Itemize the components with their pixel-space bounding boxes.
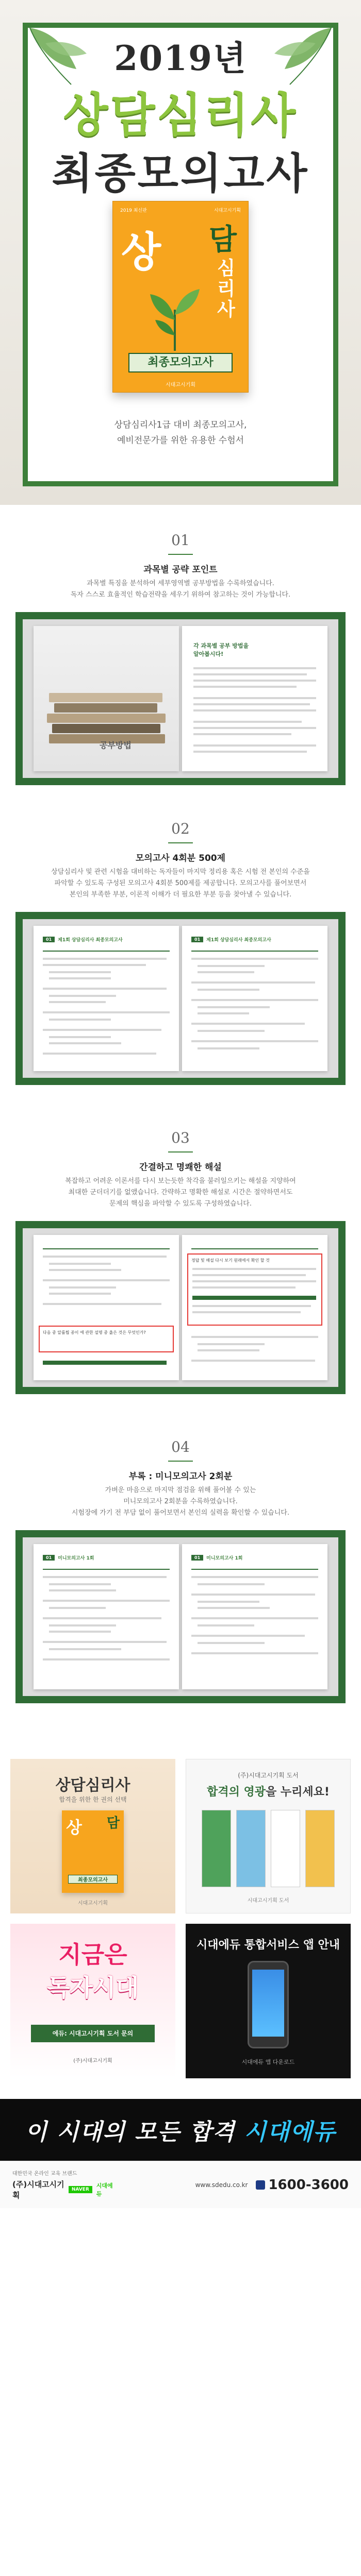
promo-ad-book[interactable] (10, 1759, 175, 1913)
hero-description: 상담심리사1급 대비 최종모의고사, 예비전문가를 위한 유용한 수험서 (114, 420, 247, 446)
right-page (182, 626, 327, 771)
feature-title: 모의고사 4회분 500제 (135, 853, 226, 863)
page-spread (15, 912, 346, 1085)
left-page: 01 미니모의고사 1회 (34, 1544, 179, 1689)
feature-number: 01 (171, 532, 190, 549)
cover-footer: 시대고시기획 (166, 382, 195, 388)
left-page (34, 1235, 179, 1380)
promo-title: 상담심리사 (55, 1776, 130, 1794)
company-name: (주)시대고시기획 (12, 2180, 64, 2200)
footer-slogan: 대한민국 온라인 교육 브랜드 (12, 2171, 77, 2177)
naver-badge[interactable]: NAVER (69, 2186, 92, 2193)
feature-title: 간결하고 명쾌한 해설 (139, 1162, 222, 1173)
book-lineup (202, 1810, 335, 1887)
feature-section-04 (0, 1412, 361, 1723)
divider (168, 1461, 193, 1462)
promo-ads-section (0, 1723, 361, 2078)
highlight-text: 정답 및 해설 다시 보기 원래에서 확인 할 것 (191, 1258, 270, 1263)
feature-description: 복잡하고 어려운 이론서를 다시 보는듯한 착각을 불러일으키는 해설을 지양하여 최대한 군더더기를 없앴습니다. 간략하고 명확한 해설로 시간은 절약하면서도 문제의 핵심을 파악할 수 있도록 구성하였습니다. (65, 1177, 296, 1208)
hero-main-title: 상담심리사 (63, 88, 298, 142)
smartphone-icon (248, 1961, 289, 2048)
promo-title: 시대에듀 통합서비스 앱 안내 (196, 1939, 340, 1952)
divider (168, 1151, 193, 1153)
feature-title: 부록 : 미니모의고사 2회분 (128, 1471, 233, 1482)
promo-line2: 독자시대 (47, 1974, 139, 2002)
cover-char-2: 담 (208, 223, 237, 257)
promo-band: 에듀: 시대고시기획 도서 문의 (31, 2025, 155, 2042)
hero-year-title: 2019년 (114, 38, 247, 78)
cover-side-text: 심리사 (214, 258, 235, 320)
phone-icon (256, 2180, 265, 2190)
feature-section-03 (0, 1103, 361, 1412)
feature-number: 03 (171, 1129, 190, 1146)
promo-book-cover: 상 담 최종모의고사 (62, 1810, 124, 1893)
hero-sub-title: 최종모의고사 (52, 149, 309, 198)
cover-band: 최종모의고사 (128, 353, 233, 372)
website-link[interactable]: www.sdedu.co.kr (195, 2181, 248, 2189)
promo-title: 합격의 영광을 누리세요! (207, 1786, 330, 1799)
slogan-banner: 이 시대의 모든 합격 시대에듀 (0, 2099, 361, 2161)
highlight-box (39, 1326, 174, 1352)
highlight-box (187, 1253, 322, 1326)
feature-title: 과목별 공략 포인트 (143, 565, 218, 575)
left-page (34, 626, 179, 771)
cover-publisher: 시대고시기획 (214, 208, 241, 213)
right-page: 01 미니모의고사 1회 (182, 1544, 327, 1689)
feature-description: 상담심리사 및 관련 시험을 대비하는 독자들이 마지막 정리용 혹은 시험 전 본인의 수준을 파악할 수 있도록 구성된 모의고사 4회분 500제를 제공합니다. 모의고사를 풀어보면서 본인의 부족한 부분, 이론적 이해가 더 필요한 부분 등을 찾아낼 수 있습니다. (51, 868, 310, 899)
hero-section (0, 0, 361, 505)
promo-ad-success[interactable] (186, 1759, 351, 1913)
page-spread (15, 1221, 346, 1394)
right-page: 01 제1회 상담심리사 최종모의고사 (182, 926, 327, 1071)
promo-pretitle: (주)시대고시기획 도서 (238, 1772, 299, 1779)
highlight-text: 다음 중 알롤뭡 종이 에 관한 설명 중 옳은 것은 무엇인가? (43, 1330, 146, 1335)
cover-edition: 2019 최신판 (120, 208, 147, 213)
promo-footer: 시대고시기획 도서 (247, 1898, 289, 1904)
feature-number: 04 (171, 1438, 190, 1455)
sprout-icon (144, 279, 206, 351)
divider (168, 842, 193, 843)
page-spread (15, 1530, 346, 1703)
promo-subtitle: 합격을 위한 한 권의 선택 (59, 1796, 127, 1803)
divider (168, 554, 193, 555)
feature-number: 02 (171, 820, 190, 837)
left-page: 01 제1회 상담심리사 최종모의고사 (34, 926, 179, 1071)
feature-description: 과목별 특징을 분석하여 세부영역별 공부방법을 수록하였습니다. 독자 스스로 효율적인 학습전략을 세우기 위하여 참고하는 것이 가능합니다. (70, 580, 291, 599)
phone-number[interactable]: 1600-3600 (256, 2177, 349, 2193)
right-page (182, 1235, 327, 1380)
promo-ad-app[interactable] (186, 1924, 351, 2078)
cover-char-1: 상 (121, 228, 161, 276)
naver-store-link[interactable]: 시대에듀 (96, 2182, 113, 2197)
section-label: 공부방법 (100, 740, 132, 750)
promo-ad-reader[interactable] (10, 1924, 175, 2078)
book-cover (112, 201, 249, 393)
page-footer (0, 2161, 361, 2208)
feature-section-01 (0, 505, 361, 793)
page-spread (15, 612, 346, 785)
promo-footer: (주)시대고시기획 (73, 2058, 112, 2064)
promo-line1: 지금은 (58, 1941, 127, 1969)
books-photo (34, 626, 179, 771)
promo-footer: 시대고시기획 (78, 1901, 108, 1906)
feature-section-02 (0, 793, 361, 1103)
promo-footer: 시대에듀 앱 다운로드 (241, 2059, 295, 2065)
feature-description: 가벼운 마음으로 마지막 점검을 위해 풀어볼 수 있는 미니모의고사 2회분을 수록하였습니다. 시험장에 가기 전 부담 없이 풀어보면서 본인의 실력을 확인할 수 있습니다. (71, 1486, 290, 1517)
page-heading: 각 과목별 공부 방법을 알아봅시다! (193, 642, 249, 657)
